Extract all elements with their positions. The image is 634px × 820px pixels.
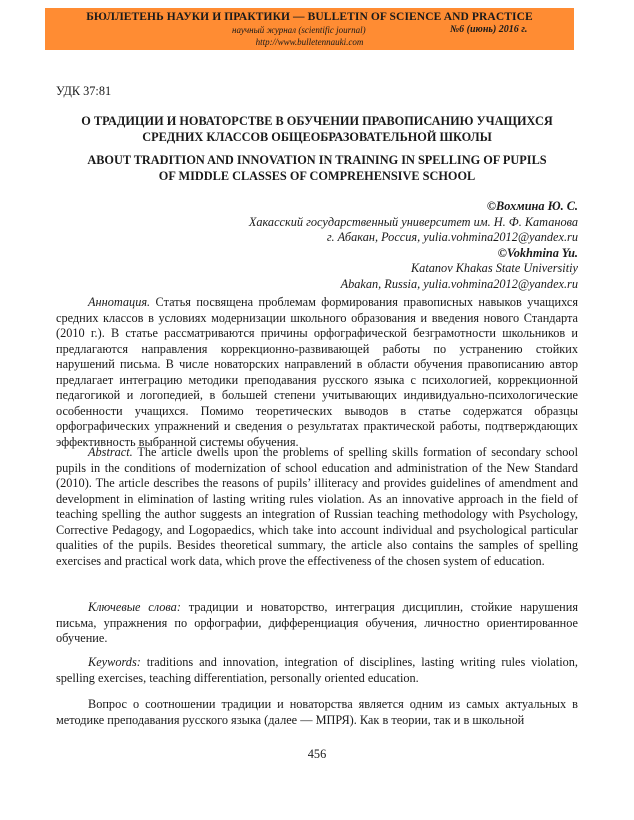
body-paragraph: Вопрос о соотношении традиции и новаторства является одним из самых актуальных в методике преподавания русского языка (далее — МПРЯ). Как в теории, так и в школьной xyxy=(56,697,578,727)
author-location-ru: г. Абакан, Россия, yulia.vohmina2012@yandex.ru xyxy=(326,230,578,244)
annotation-paragraph xyxy=(56,295,578,450)
journal-url[interactable]: http://www.bulletennauki.com xyxy=(255,37,364,47)
journal-title: БЮЛЛЕТЕНЬ НАУКИ И ПРАКТИКИ — BULLETIN OF SCIENCE AND PRACTICE xyxy=(86,11,533,23)
journal-header-band xyxy=(45,8,574,50)
keywords-en-text: traditions and innovation, integration of disciplines, lasting writing rules violation, spelling exercises, teaching differentiation, personally oriented education. xyxy=(56,655,578,685)
annotation-label: Аннотация. xyxy=(88,295,151,309)
article-title-ru-line2: СРЕДНИХ КЛАССОВ ОБЩЕОБРАЗОВАТЕЛЬНОЙ ШКОЛЫ xyxy=(142,129,492,144)
keywords-en-paragraph xyxy=(56,655,578,686)
author-name-en: ©Vokhmina Yu. xyxy=(497,245,578,260)
article-title-en xyxy=(56,153,578,184)
author-name-ru: ©Вохмина Ю. С. xyxy=(486,199,578,213)
article-title-en-line1: ABOUT TRADITION AND INNOVATION IN TRAINING IN SPELLING OF PUPILS xyxy=(87,153,547,167)
abstract-text: The article dwells upon the problems of spelling skills formation of secondary school pupils in the conditions of modernization of school education and administration of the New Standard (2010). The article describes the reasons of pupils’ illiteracy and provides guidelines of amendment and development in elimination of lasting writing rules violation. As an innovative approach in the field of teaching spelling the author suggests an integration of Russian teaching methodology with Psychology, Corrective Pedagogy, and Logopaedics, which take into account individual and psychological particular qualities of the pupils. Besides theoretical summary, the article also contains the samples of spelling exercises and practical work data, which prove the effectiveness of the chosen system of education. xyxy=(56,445,578,568)
journal-issue: №6 (июнь) 2016 г. xyxy=(450,24,528,35)
article-title-ru-line1: О ТРАДИЦИИ И НОВАТОРСТВЕ В ОБУЧЕНИИ ПРАВОПИСАНИЮ УЧАЩИХСЯ xyxy=(81,114,553,128)
annotation-text: Статья посвящена проблемам формирования правописных навыков учащихся средних классов в условиях модернизации школьного образования и введения нового Стандарта (2010 г.). В статье рассматриваются причины орфографической безграмотности школьников и предлагаются направления коррекционно-развивающей работы по устранению стойких нарушений письма. В числе новаторских направлений в области обучения правописанию автор предлагает интеграцию методики преподавания русского языка с психологией, коррекционной педагогикой и логопедией, в большей степени учитывающих индивидуально-психологические особенности учащихся. Помимо теоретических выводов в статье содержатся образцы орфографических упражнений и сведения о результатах практической работы, подтверждающих эффективность выбранной системы обучения. xyxy=(56,295,578,449)
author-affiliation-en: Katanov Khakas State Universitiy xyxy=(410,261,578,275)
article-title-en-line2: OF MIDDLE CLASSES OF COMPREHENSIVE SCHOOL xyxy=(158,168,476,183)
keywords-ru-text: традиции и новаторство, интеграция дисциплин, стойкие нарушения письма, упражнения по орфографии, дифференциация обучения, личностно ориентированное обучение. xyxy=(56,600,578,645)
author-block xyxy=(249,199,578,292)
author-affiliation-ru: Хакасский государственный университет им. Н. Ф. Катанова xyxy=(248,214,578,229)
udk-code: УДК 37:81 xyxy=(56,84,112,98)
author-location-en: Abakan, Russia, yulia.vohmina2012@yandex.ru xyxy=(340,276,578,291)
abstract-paragraph xyxy=(56,445,578,569)
keywords-en-label: Keywords: xyxy=(88,655,141,669)
keywords-ru-label: Ключевые слова: xyxy=(88,600,181,614)
keywords-ru-paragraph xyxy=(56,600,578,647)
page-number: 456 xyxy=(307,747,327,761)
abstract-label: Abstract. xyxy=(88,445,133,459)
article-title-ru xyxy=(56,114,578,145)
journal-subtitle: научный журнал (scientific journal) xyxy=(232,25,366,35)
